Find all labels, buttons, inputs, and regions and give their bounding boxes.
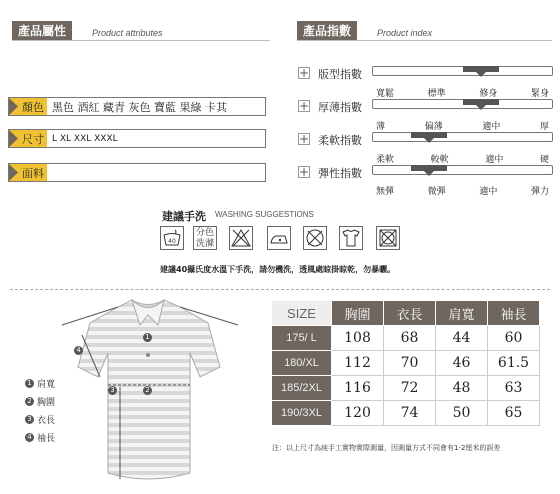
- marker-number: 2: [143, 386, 152, 395]
- legend-num: 3: [25, 415, 34, 424]
- legend-label: 肩寬: [37, 380, 56, 390]
- no-bleach-icon: [229, 226, 253, 250]
- table-cell: 63: [488, 376, 540, 401]
- index-marker: [411, 165, 447, 171]
- table-header-row: [272, 301, 540, 326]
- index-rule: [297, 40, 552, 41]
- hang-dry-shade-icon: [339, 226, 363, 250]
- table-header: 衣長: [384, 301, 436, 326]
- legend-label: 袖長: [37, 434, 56, 444]
- table-cell: 44: [436, 326, 488, 351]
- table-cell: 48: [436, 376, 488, 401]
- table-cell: 50: [436, 401, 488, 426]
- table-cell: 116: [332, 376, 384, 401]
- table-header: SIZE: [272, 301, 332, 326]
- no-dry-clean-icon: [303, 226, 327, 250]
- index-bar: [372, 66, 553, 76]
- attr-row-size: [8, 129, 266, 148]
- index-title: 產品指數: [297, 21, 357, 41]
- table-cell: 190/3XL: [272, 401, 332, 426]
- attr-row-fabric: [8, 163, 266, 182]
- level-label: 偏薄: [424, 122, 443, 132]
- table-cell: 74: [384, 401, 436, 426]
- table-cell: 68: [384, 326, 436, 351]
- table-cell: 46: [436, 351, 488, 376]
- attributes-rule: [12, 40, 270, 41]
- legend-label: 胸圍: [37, 398, 56, 408]
- level-label: 無彈: [376, 187, 395, 197]
- legend-num: 2: [25, 397, 34, 406]
- table-header: 袖長: [488, 301, 540, 326]
- level-label: 修身: [479, 89, 498, 99]
- level-label: 硬: [539, 155, 549, 165]
- index-bar: [372, 165, 553, 175]
- attr-label: 顏色: [9, 98, 47, 115]
- table-row: [272, 401, 540, 426]
- table-cell: 180/XL: [272, 351, 332, 376]
- plus-icon: +: [299, 132, 310, 146]
- attributes-title: 產品屬性: [12, 21, 72, 41]
- table-row: [272, 351, 540, 376]
- level-label: 緊身: [530, 89, 549, 99]
- attr-value: L XL XXL XXXL: [52, 133, 118, 144]
- svg-text:40: 40: [168, 238, 176, 245]
- level-label: 標準: [427, 89, 446, 99]
- table-cell: 112: [332, 351, 384, 376]
- legend-label: 衣長: [37, 416, 56, 426]
- shirt-diagram: [60, 295, 250, 490]
- washing-subtitle: WASHING SUGGESTIONS: [215, 210, 314, 219]
- level-label: 柔軟: [376, 155, 395, 165]
- separate-label: 分色洗滌: [195, 228, 214, 249]
- table-cell: 175/ L: [272, 326, 332, 351]
- attributes-subtitle: Product attributes: [92, 28, 163, 38]
- plus-icon: +: [299, 99, 310, 113]
- level-label: 適中: [485, 155, 504, 165]
- index-name: 柔軟指數: [318, 134, 362, 147]
- table-cell: 60: [488, 326, 540, 351]
- table-row: [272, 326, 540, 351]
- level-label: 微彈: [427, 187, 446, 197]
- marker-4: [74, 346, 86, 355]
- washing-note: 建議40攝氏度水溫下手洗，請勿機洗，透風處晾掛晾乾，勿暴曬。: [160, 265, 396, 274]
- table-cell: 120: [332, 401, 384, 426]
- index-subtitle: Product index: [377, 28, 433, 38]
- index-marker: [463, 99, 499, 105]
- index-marker: [463, 66, 499, 72]
- level-label: 厚: [539, 122, 549, 132]
- size-note: 注：以上尺寸為純手工實物實際測量，因測量方式不同會有1-2厘米的誤差: [272, 444, 501, 452]
- table-header: 胸圍: [332, 301, 384, 326]
- table-cell: 65: [488, 401, 540, 426]
- level-label: 寬鬆: [376, 89, 395, 99]
- iron-low-icon: [267, 226, 291, 250]
- attr-label: 尺寸: [9, 130, 47, 147]
- marker-1: [143, 333, 155, 342]
- legend-num: 1: [25, 379, 34, 388]
- hand-wash-40-icon: [160, 226, 184, 250]
- index-name: 厚薄指數: [318, 101, 362, 114]
- legend-item: [25, 377, 55, 390]
- size-table: [271, 300, 540, 426]
- table-cell: 108: [332, 326, 384, 351]
- legend-item: [25, 395, 55, 408]
- marker-3: [108, 386, 120, 395]
- plus-icon: +: [299, 165, 310, 179]
- attr-row-color: [8, 97, 266, 116]
- index-levels: [372, 119, 553, 132]
- index-marker: [411, 132, 447, 138]
- legend-item: [25, 431, 55, 444]
- washing-title: 建議手洗: [162, 210, 206, 223]
- index-bar: [372, 99, 553, 109]
- table-cell: 185/2XL: [272, 376, 332, 401]
- plus-icon: +: [299, 66, 310, 80]
- attr-value: 黑色 酒紅 藏青 灰色 寶藍 果綠 卡其: [52, 100, 227, 114]
- table-header: 肩寬: [436, 301, 488, 326]
- table-cell: 70: [384, 351, 436, 376]
- marker-number: 3: [108, 386, 117, 395]
- level-label: 彈力: [530, 187, 549, 197]
- index-levels: [372, 184, 553, 197]
- level-label: 適中: [482, 122, 501, 132]
- index-name: 版型指數: [318, 68, 362, 81]
- legend-num: 4: [25, 433, 34, 442]
- table-cell: 72: [384, 376, 436, 401]
- no-tumble-dry-icon: [376, 226, 400, 250]
- legend-item: [25, 413, 55, 426]
- level-label: 薄: [376, 122, 386, 132]
- table-cell: 61.5: [488, 351, 540, 376]
- index-levels: [372, 86, 553, 99]
- marker-number: 1: [143, 333, 152, 342]
- index-levels: [372, 152, 553, 165]
- level-label: 適中: [479, 187, 498, 197]
- separate-colors-icon: [193, 226, 217, 250]
- dashed-divider: [10, 289, 550, 290]
- index-name: 彈性指數: [318, 167, 362, 180]
- marker-number: 4: [74, 346, 83, 355]
- attr-label: 面料: [9, 164, 47, 181]
- index-bar: [372, 132, 553, 142]
- level-label: 較軟: [430, 155, 449, 165]
- table-row: [272, 376, 540, 401]
- marker-2: [143, 386, 155, 395]
